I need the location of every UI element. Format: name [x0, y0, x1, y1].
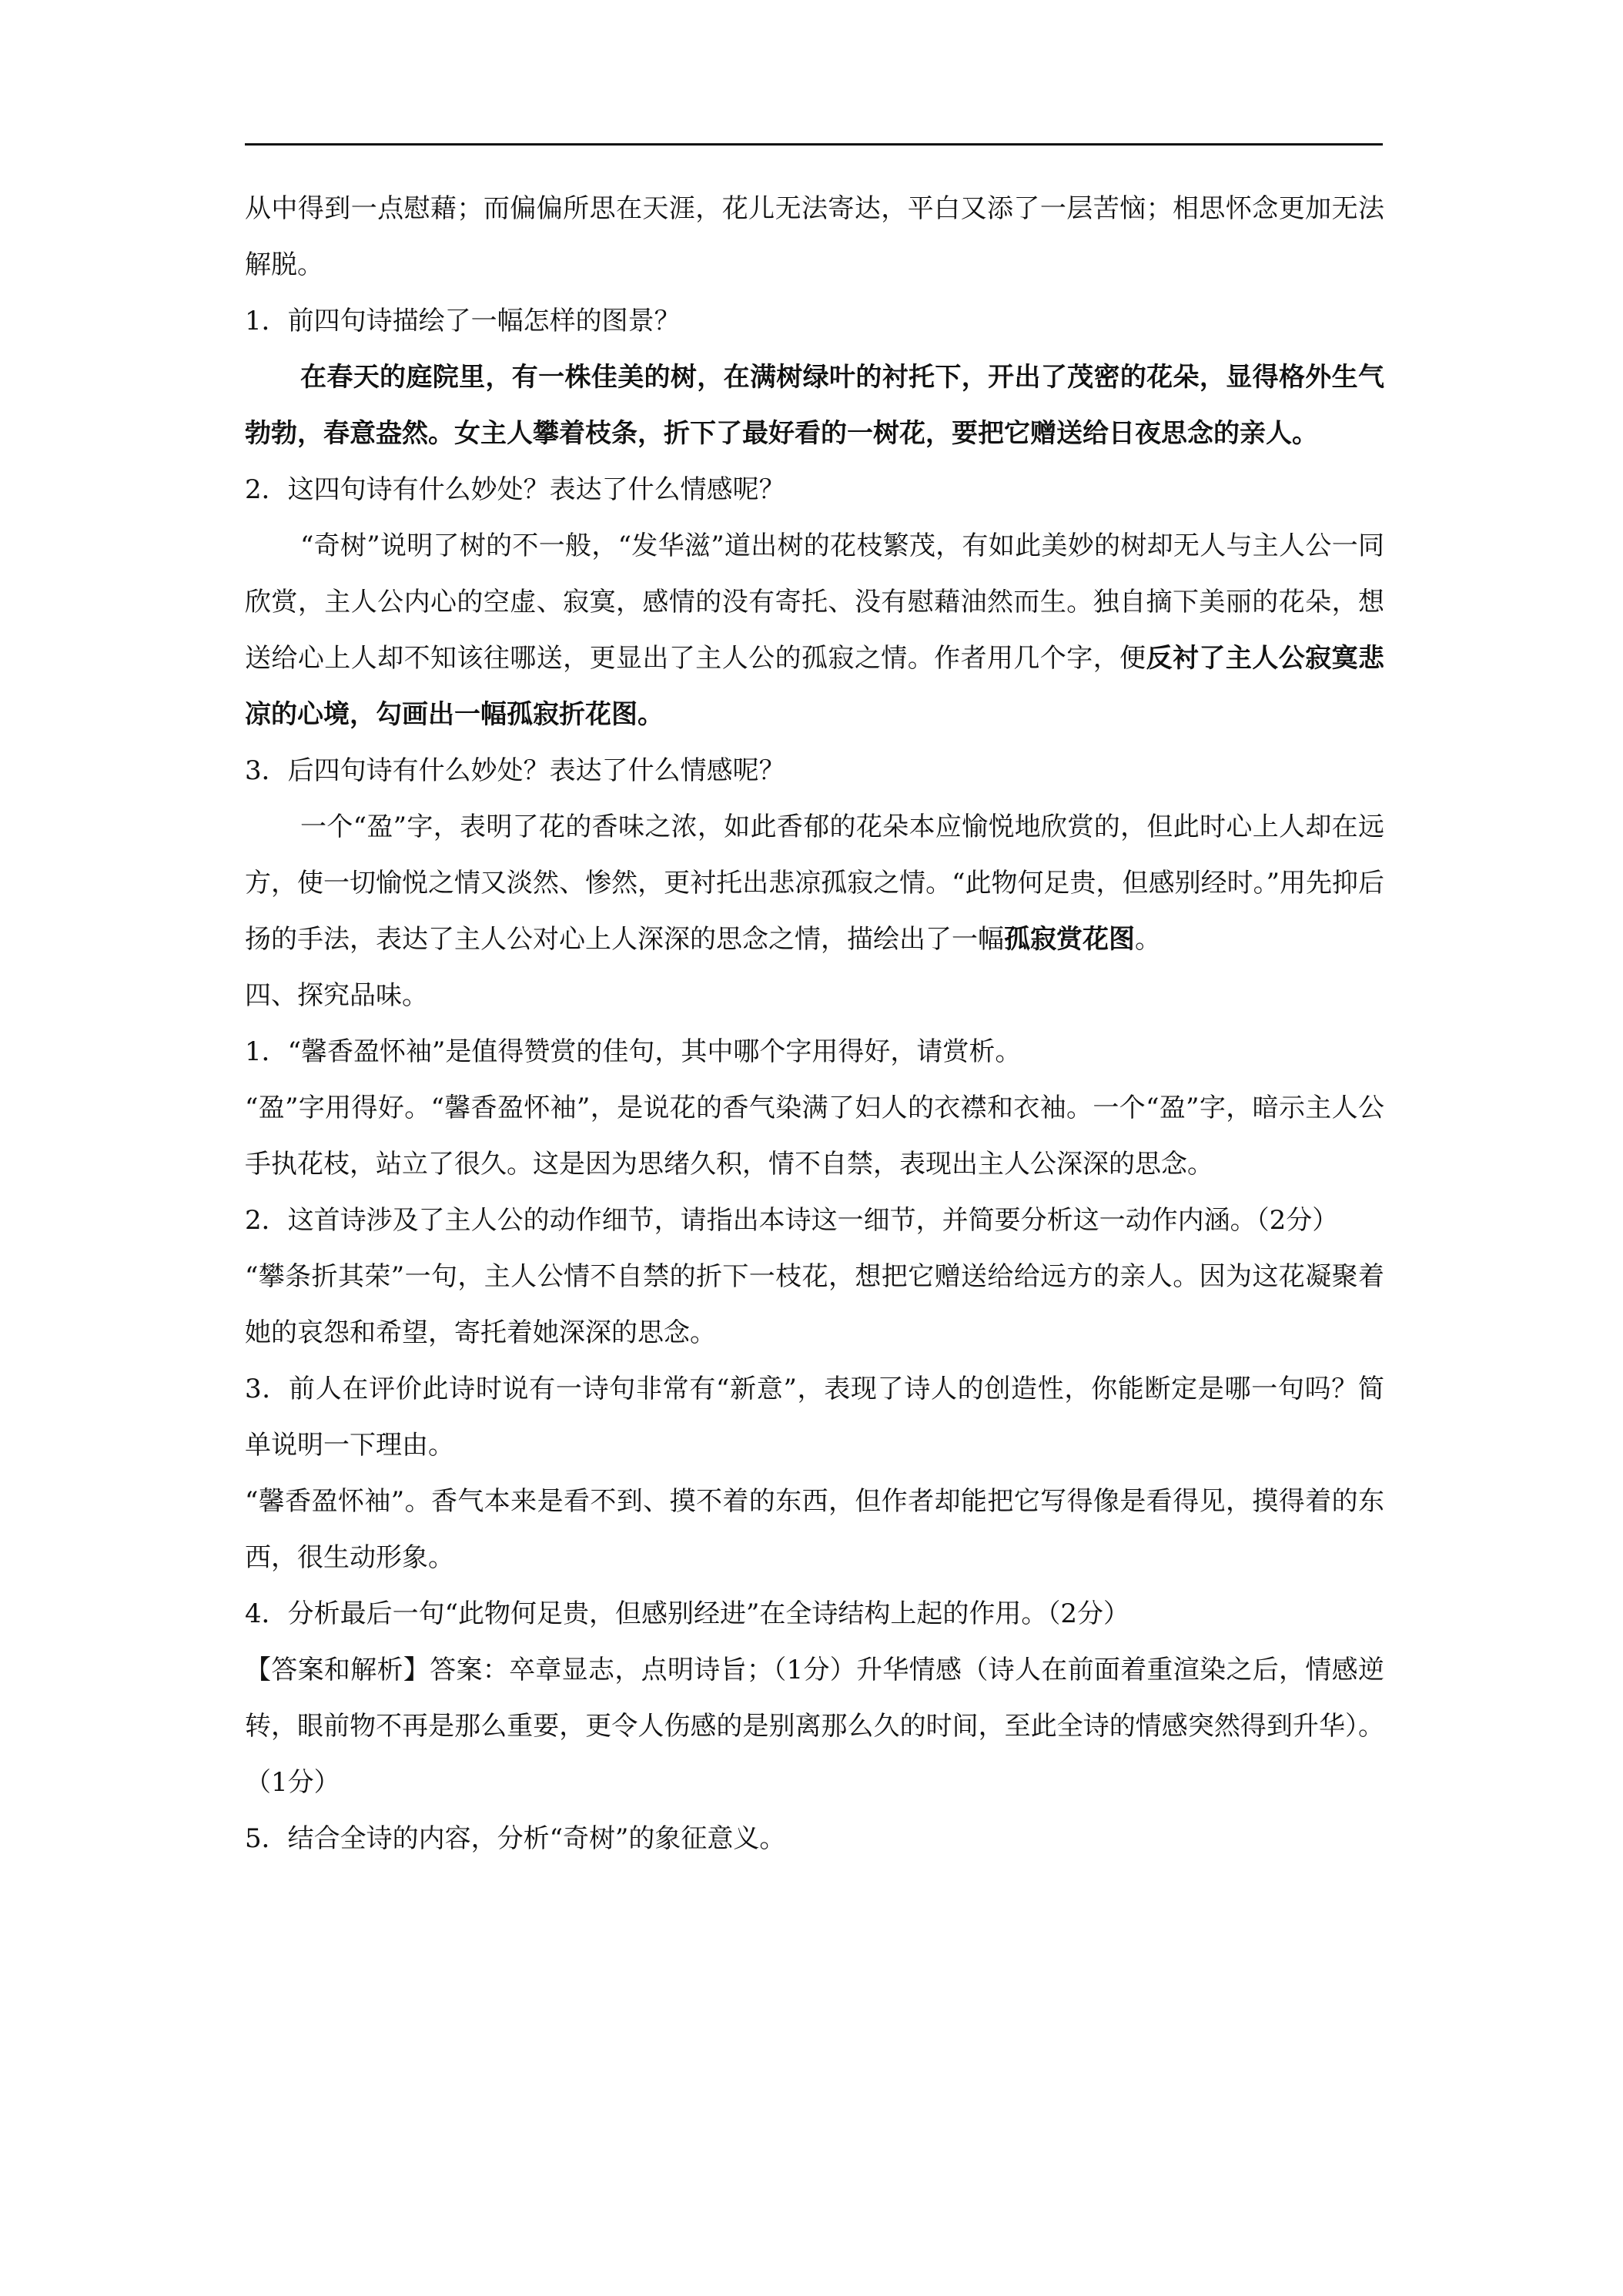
answer-3-text: 一个“盈”字，表明了花的香味之浓，如此香郁的花朵本应愉悦地欣赏的，但此时心上人却在远方，使一切愉悦之情又淡然、惨然，更衬托出悲凉孤寂之情。“此物何足贵，但感别经时。”用先抑后扬的手法，表达了主人公对心上人深深的思念之情，描绘出了一幅 — [245, 812, 1384, 955]
question-4-3: 3．前人在评价此诗时说有一诗句非常有“新意”，表现了诗人的创造性，你能断定是哪一句吗？简单说明一下理由。 — [245, 1374, 1384, 1461]
question-4-4: 4．分析最后一句“此物何足贵，但感别经进”在全诗结构上起的作用。（2分） — [245, 1598, 1130, 1629]
answer-3 — [245, 799, 1384, 968]
header-rule — [245, 143, 1383, 146]
answer-2-text: “奇树”说明了树的不一般，“发华滋”道出树的花枝繁茂，有如此美妙的树却无人与主人公一同欣赏，主人公内心的空虚、寂寞，感情的没有寄托、没有慰藉油然而生。独自摘下美丽的花朵，想送给心上人却不知该往哪送，更显出了主人公的孤寂之情。作者用几个字，便 — [245, 530, 1384, 674]
answer-3-end: 。 — [1135, 924, 1161, 955]
document-body — [245, 181, 1384, 1867]
answer-4-1: “盈”字用得好。“馨香盈怀袖”，是说花的香气染满了妇人的衣襟和衣袖。一个“盈”字，暗示主人公手执花枝，站立了很久。这是因为思绪久积，情不自禁，表现出主人公深深的思念。 — [245, 1093, 1384, 1180]
question-3: 3．后四句诗有什么妙处？表达了什么情感呢？ — [245, 755, 785, 786]
question-2: 2．这四句诗有什么妙处？表达了什么情感呢？ — [245, 474, 785, 505]
question-4-1: 1．“馨香盈怀袖”是值得赞赏的佳句，其中哪个字用得好，请赏析。 — [245, 1036, 1022, 1067]
answer-2 — [245, 518, 1384, 743]
question-4-5: 5．结合全诗的内容，分析“奇树”的象征意义。 — [245, 1823, 786, 1854]
answer-4-4: 【答案和解析】答案：卒章显志，点明诗旨；（1分）升华情感（诗人在前面着重渲染之后，情感逆转，眼前物不再是那么重要，更令人伤感的是别离那么久的时间，至此全诗的情感突然得到升华）。（1分） — [245, 1655, 1384, 1798]
question-4-2: 2．这首诗涉及了主人公的动作细节，请指出本诗这一细节，并简要分析这一动作内涵。（2分） — [245, 1205, 1339, 1236]
answer-4-3: “馨香盈怀袖”。香气本来是看不到、摸不着的东西，但作者却能把它写得像是看得见，摸得着的东西，很生动形象。 — [245, 1486, 1384, 1573]
answer-4-2: “攀条折其荣”一句，主人公情不自禁的折下一枝花，想把它赠送给给远方的亲人。因为这花凝聚着她的哀怨和希望，寄托着她深深的思念。 — [245, 1261, 1384, 1348]
answer-2-emphasis: 反衬了主人公寂寞悲凉的心境，勾画出一幅孤寂折花图。 — [245, 643, 1385, 730]
question-1: 1．前四句诗描绘了一幅怎样的图景？ — [245, 306, 681, 336]
answer-1: 在春天的庭院里，有一株佳美的树，在满树绿叶的衬托下，开出了茂密的花朵，显得格外生气勃勃，春意盎然。女主人攀着枝条，折下了最好看的一树花，要把它赠送给日夜思念的亲人。 — [245, 362, 1384, 449]
paragraph-continued: 从中得到一点慰藉；而偏偏所思在天涯，花儿无法寄达，平白又添了一层苦恼；相思怀念更加无法解脱。 — [245, 193, 1384, 280]
answer-3-emphasis: 孤寂赏花图 — [1004, 924, 1135, 955]
section-4-heading: 四、探究品味。 — [245, 980, 428, 1011]
